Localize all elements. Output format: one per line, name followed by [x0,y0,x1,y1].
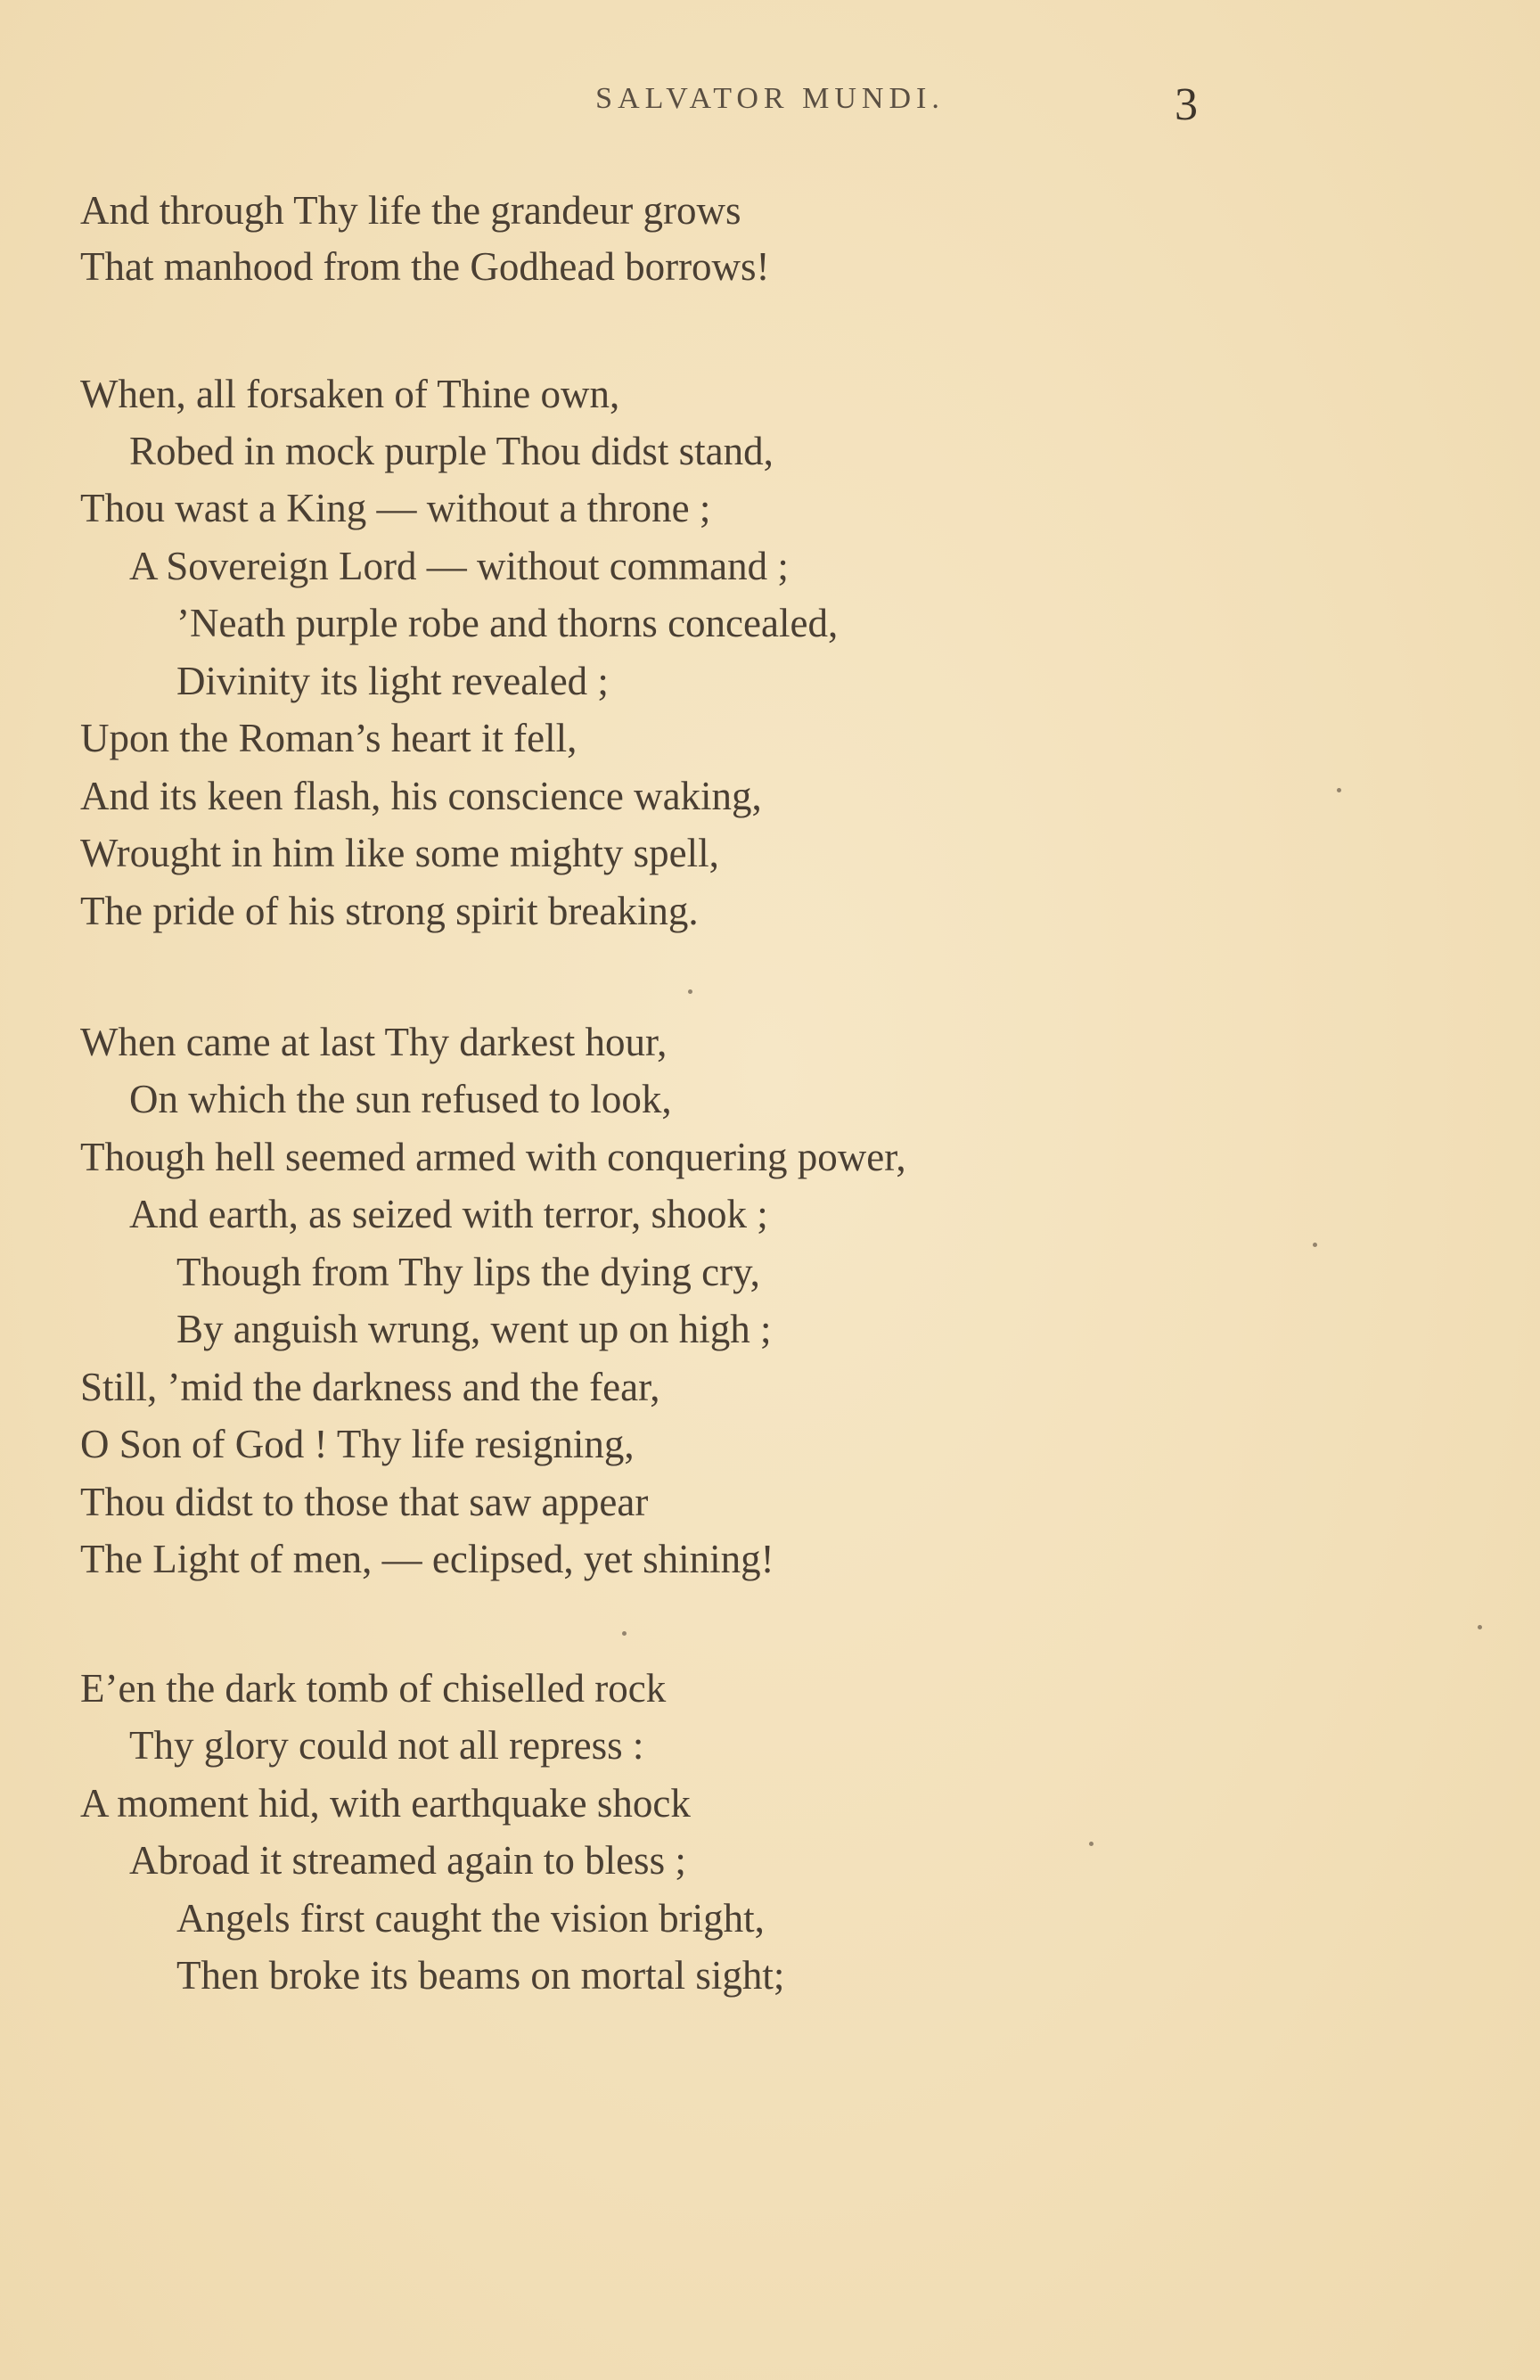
poem-line: Still, ’mid the darkness and the fear, [80,1365,660,1409]
poem-line: And through Thy life the grandeur grows [80,188,741,233]
poem-line: The Light of men, — eclipsed, yet shining! [80,1537,774,1581]
poem-line: A moment hid, with earthquake shock [80,1781,691,1826]
poem-line: When, all forsaken of Thine own, [80,372,620,416]
poem-line: Divinity its light revealed ; [176,659,609,703]
poem-line: E’en the dark tomb of chiselled rock [80,1666,667,1711]
poem-line: Though hell seemed armed with conquering power, [80,1135,906,1179]
poem-line: Abroad it streamed again to bless ; [129,1838,686,1883]
poem-line: The pride of his strong spirit breaking. [80,889,699,933]
poem-line: Thou didst to those that saw appear [80,1480,649,1524]
running-title: SALVATOR MUNDI. [595,82,945,115]
scan-speck [1478,1625,1482,1629]
poem-line: And its keen flash, his conscience waking, [80,774,762,818]
poem-line: A Sovereign Lord — without command ; [129,544,789,588]
poem-line: Thy glory could not all repress : [129,1723,644,1768]
poem-line: ’Neath purple robe and thorns concealed, [176,601,839,645]
poem-line: Robed in mock purple Thou didst stand, [129,429,774,473]
poem-line: That manhood from the Godhead borrows! [80,244,770,289]
poem-line: Though from Thy lips the dying cry, [176,1250,760,1294]
poem-line: O Son of God ! Thy life resigning, [80,1422,635,1466]
scan-speck [1313,1243,1317,1247]
poem-line: Then broke its beams on mortal sight; [176,1953,785,1998]
scan-speck [688,989,692,994]
poem-line: Thou wast a King — without a throne ; [80,486,711,530]
poem-line: By anguish wrung, went up on high ; [176,1307,772,1351]
scan-speck [1337,788,1341,792]
scan-speck [1089,1842,1094,1846]
scan-speck [622,1631,627,1636]
poem-line: Upon the Roman’s heart it fell, [80,716,578,760]
poem-line: Wrought in him like some mighty spell, [80,831,719,875]
poem-line: Angels first caught the vision bright, [176,1896,765,1941]
poem-line: On which the sun refused to look, [129,1077,672,1121]
page-number: 3 [1175,79,1198,130]
poem-line: When came at last Thy darkest hour, [80,1020,668,1064]
poem-line: And earth, as seized with terror, shook ; [129,1192,768,1236]
